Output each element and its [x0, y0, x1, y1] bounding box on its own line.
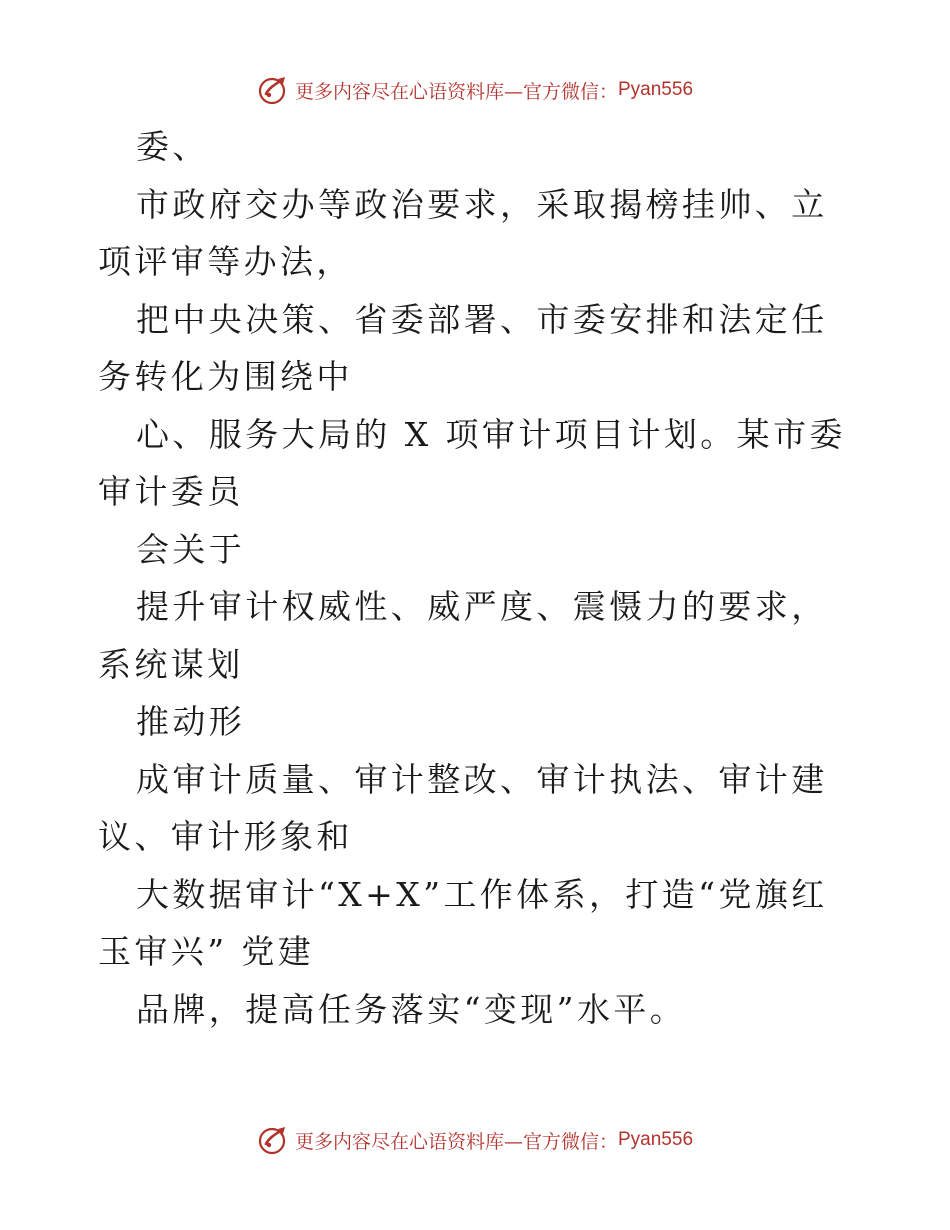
paragraph: 大数据审计“X+X”工作体系，打造“党旗红 玉审兴” 党建	[98, 874, 828, 971]
watermark-text: 更多内容尽在心语资料库—官方微信：	[294, 80, 618, 103]
watermark-wechat-id: Pyan556	[618, 1129, 694, 1150]
pen-logo-icon	[257, 74, 289, 106]
paragraph: 提升审计权威性、威严度、震慑力的要求，系统谋划	[98, 587, 828, 684]
paragraph: 会关于	[136, 529, 246, 569]
paragraph: 市政府交办等政治要求，采取揭榜挂帅、立项评审等办法，	[98, 184, 828, 281]
paragraph: 推动形	[136, 702, 246, 741]
paragraph: 成审计质量、审计整改、审计执法、审计建议、审计形象和	[98, 759, 828, 856]
paragraph: 委、	[136, 127, 209, 166]
header-watermark	[0, 70, 950, 110]
watermark-text: 更多内容尽在心语资料库—官方微信：	[294, 1130, 618, 1153]
paragraph: 把中央决策、省委部署、市委安排和法定任务转化为围绕中	[98, 299, 828, 396]
footer-watermark	[0, 1120, 950, 1160]
paragraph: 品牌，提高任务落实“变现”水平。	[136, 989, 687, 1029]
pen-logo-icon	[257, 1124, 289, 1156]
document-body	[98, 118, 858, 1038]
paragraph: 心、服务大局的 X 项审计项目计划。某市委审计委员	[98, 414, 846, 511]
watermark-wechat-id: Pyan556	[618, 79, 694, 100]
